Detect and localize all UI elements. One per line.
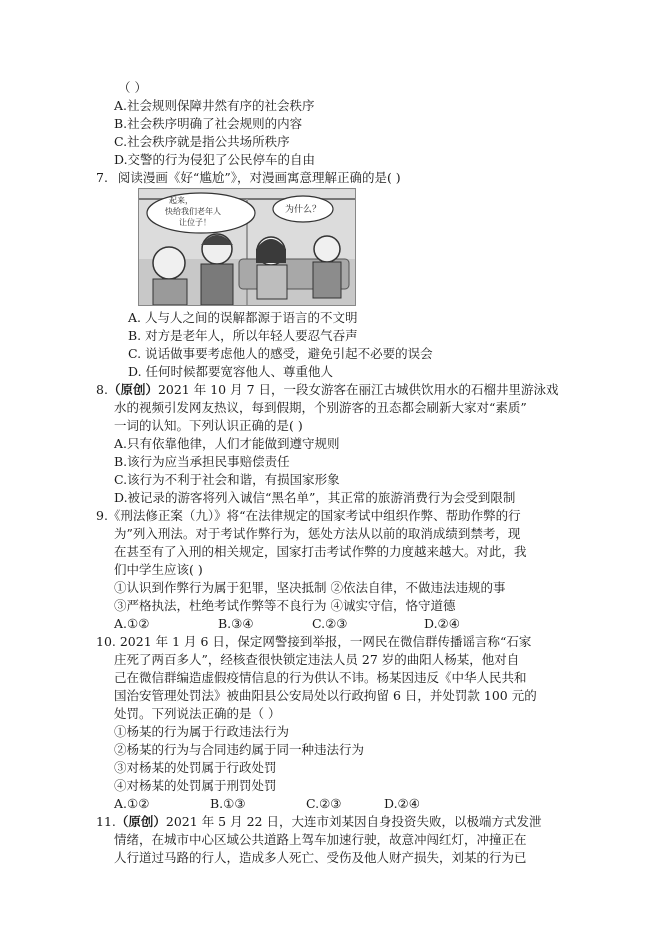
q8-line-2: 水的视频引发网友热议，每到假期，个别游客的丑态都会刷新大家对“素质”: [114, 400, 527, 415]
q8-original-tag: （原创）: [107, 382, 158, 397]
q11-line-2: 情绪，在城市中心区域公共道路上驾车加速行驶，故意冲闯红灯，冲撞正在: [114, 832, 527, 847]
q10-statement-1: ①杨某的行为属于行政违法行为: [114, 724, 290, 739]
q11-text-1: 2021 年 5 月 22 日，大连市刘某因自身投资失败，以极端方式发泄: [165, 814, 542, 829]
q7-option-a: A. 人与人之间的误解都源于语言的不文明: [128, 310, 358, 325]
bubble-left-line-1: 起来，: [169, 196, 193, 205]
q9-line-1: 9.《刑法修正案（九）》将“在法律规定的国家考试中组织作弊、帮助作弊的行: [96, 508, 521, 523]
q11-line-1: [96, 814, 541, 830]
q6-option-b: B.社会秩序明确了社会规则的内容: [114, 116, 303, 131]
q9-line-4: 们中学生应该( ): [114, 562, 203, 577]
q10-statement-4: ④对杨某的处罚属于刑罚处罚: [114, 778, 277, 793]
q10-line-2: 庄死了两百多人”，经核查很快锁定违法人员 27 岁的曲阳人杨某，他对自: [114, 652, 520, 667]
q9-choice-b: B.③④: [218, 616, 254, 631]
q7-option-b: B. 对方是老年人，所以年轻人要忍气吞声: [128, 328, 358, 343]
q6-option-a: A.社会规则保障井然有序的社会秩序: [114, 98, 315, 113]
bubble-right-text: 为什么？: [285, 205, 322, 215]
q10-choice-c: C.②③: [306, 796, 342, 811]
q10-statement-2: ②杨某的行为与合同违约属于同一种违法行为: [114, 742, 365, 757]
q10-line-4: 国治安管理处罚法》被曲阳县公安局处以行政拘留 6 日，并处罚款 100 元的: [114, 688, 537, 703]
comic-illustration: [139, 189, 355, 305]
q6-stem-tail: （ ）: [118, 80, 147, 95]
q9-choice-a: A.①②: [114, 616, 150, 631]
q10-choice-b: B.①③: [210, 796, 246, 811]
q9-statement-row-1: ①认识到作弊行为属于犯罪，坚决抵制 ②依法自律，不做违法违规的事: [114, 580, 506, 595]
bubble-left-line-2: 快给我们老年人: [165, 207, 221, 216]
q7-comic-image: [138, 188, 356, 306]
q6-option-d: D.交警的行为侵犯了公民停车的自由: [114, 152, 316, 167]
q7-option-d: D. 任何时候都要宽容他人、尊重他人: [128, 364, 334, 379]
q10-choice-d: D.②④: [384, 796, 420, 811]
q9-choice-c: C.②③: [312, 616, 348, 631]
q10-line-5: 处罚。下列说法正确的是（ ）: [114, 706, 281, 721]
q10-line-3: 己在微信群编造虚假疫情信息的行为供认不讳。杨某因违反《中华人民共和: [114, 670, 527, 685]
q8-number: 8.: [96, 382, 108, 397]
q8-line-1: [96, 382, 559, 398]
q6-option-c: C.社会秩序就是指公共场所秩序: [114, 134, 290, 149]
q11-number: 11.: [96, 814, 116, 829]
q8-option-d: D.被记录的游客将列入诚信“黑名单”，其正常的旅游消费行为会受到限制: [114, 490, 516, 505]
q7-number: 7.: [96, 170, 108, 185]
bubble-left-line-3: 让位子！: [179, 218, 211, 227]
q8-option-c: C.该行为不利于社会和谐，有损国家形象: [114, 472, 340, 487]
q7-option-c: C. 说话做事要考虑他人的感受，避免引起不必要的误会: [128, 346, 433, 361]
q9-line-3: 在甚至有了入刑的相关规定，国家打击考试作弊的力度越来越大。对此，我: [114, 544, 527, 559]
q11-original-tag: （原创）: [115, 814, 166, 829]
q7-stem-text: 阅读漫画《好“尴尬”》，对漫画寓意理解正确的是( ): [117, 170, 401, 185]
q9-choice-d: D.②④: [424, 616, 460, 631]
q10-line-1: 10. 2021 年 1 月 6 日，保定网警接到举报，一网民在微信群传播谣言称“石家: [96, 634, 532, 649]
q11-line-3: 人行道过马路的行人，造成多人死亡、受伤及他人财产损失，刘某的行为已: [114, 850, 527, 865]
q9-statement-row-2: ③严格执法，杜绝考试作弊等不良行为 ④诚实守信，恪守道德: [114, 598, 456, 613]
q10-choice-a: A.①②: [114, 796, 150, 811]
q8-option-b: B.该行为应当承担民事赔偿责任: [114, 454, 290, 469]
q8-text-1: 2021 年 10 月 7 日，一段女游客在丽江古城供饮用水的石榴井里游泳戏: [157, 382, 559, 397]
q10-statement-3: ③对杨某的处罚属于行政处罚: [114, 760, 277, 775]
q8-option-a: A.只有依靠他律，人们才能做到遵守规则: [114, 436, 340, 451]
q8-line-3: 一词的认知。下列认识正确的是( ): [114, 418, 303, 433]
q9-line-2: 为”列入刑法。对于考试作弊行为，惩处方法从以前的取消成绩到禁考，现: [114, 526, 521, 541]
q7-stem: [96, 170, 401, 186]
